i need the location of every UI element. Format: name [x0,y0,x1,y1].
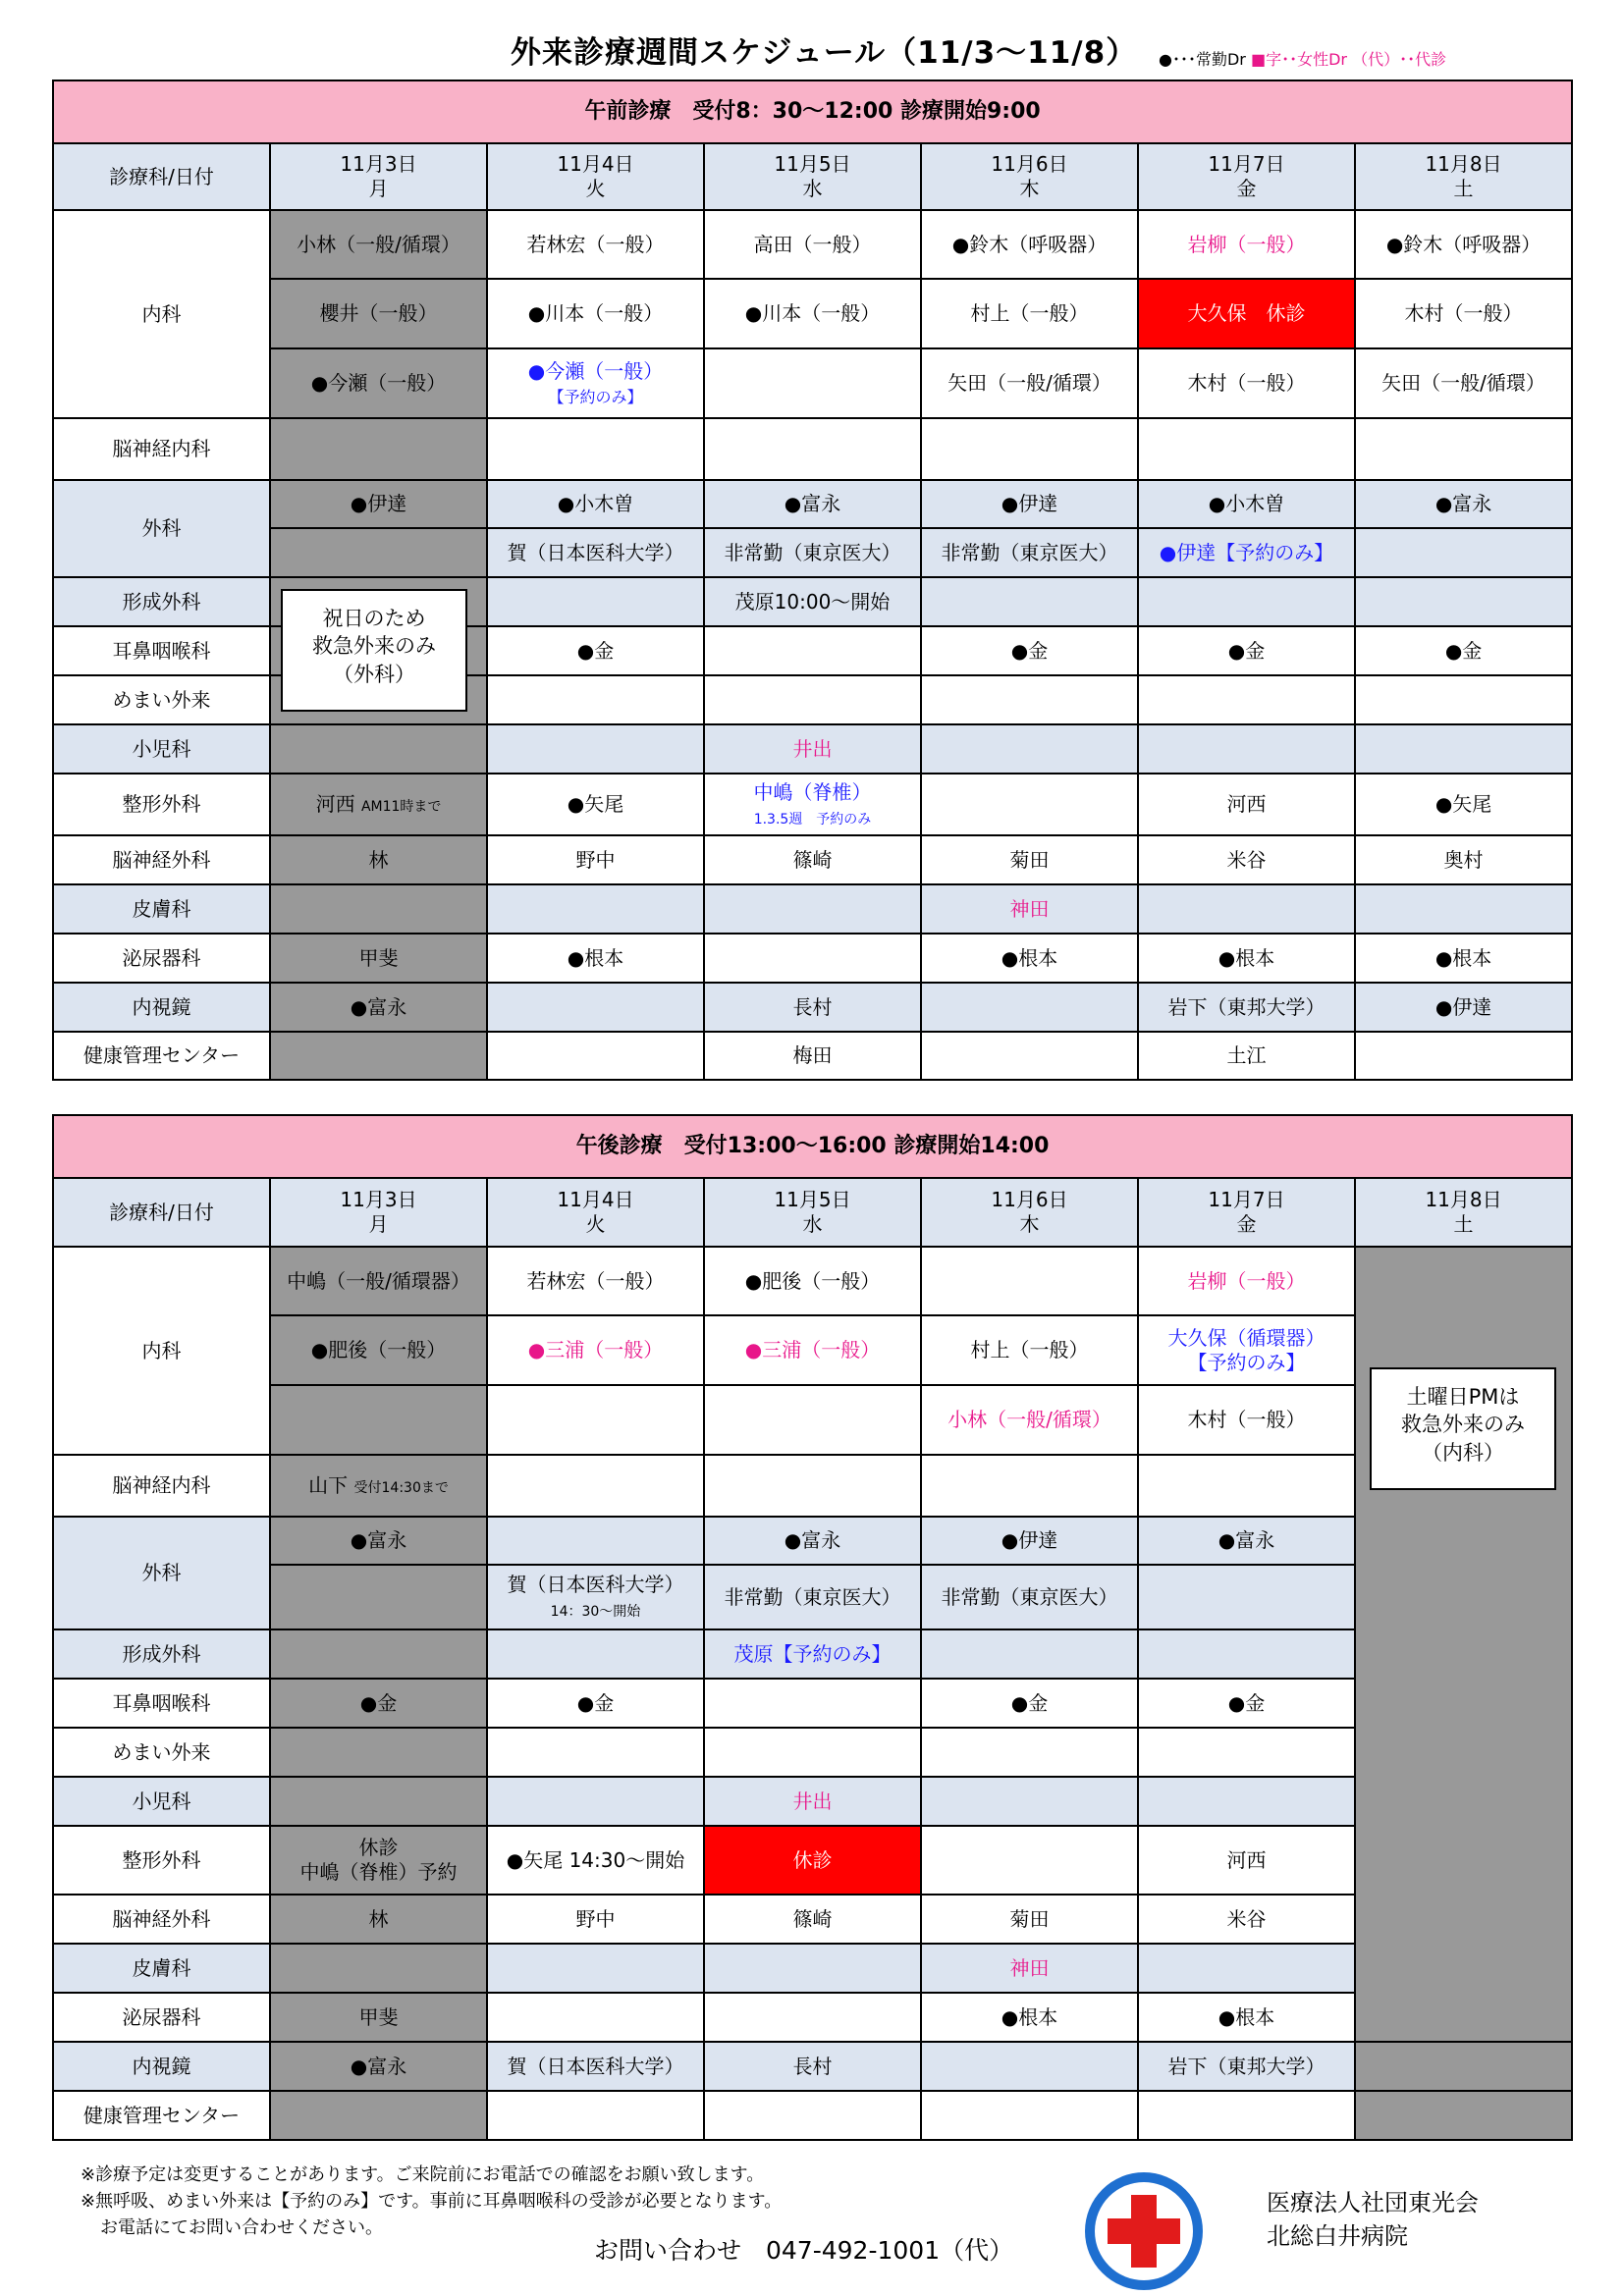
cell [270,884,487,934]
cell: 長村 [704,983,921,1032]
pm-banner: 午後診療 受付13:00〜16:00 診療開始14:00 [53,1115,1572,1178]
cell: 木村（一般） [1138,1385,1355,1455]
cell [270,1728,487,1777]
date-header-tue: 11月4日 火 [487,143,704,210]
cell: 茂原10:00〜開始 [704,577,921,626]
cell [1138,1629,1355,1679]
cell: ●川本（一般） [704,279,921,348]
cell [487,2091,704,2140]
date-header-mon: 11月3日 月 [270,1178,487,1247]
cell: 河西 AM11時まで [270,774,487,835]
cell: ●金 [1355,626,1572,675]
cell: 米谷 [1138,1895,1355,1944]
cell: ●富永 [704,480,921,528]
cell [487,675,704,724]
legend-substitute: （代）･･代診 [1352,50,1447,69]
dept-noushinkei-naika: 脳神経内科 [53,418,270,480]
cell: ●鈴木（呼吸器） [1355,210,1572,279]
cell: ●金 [1138,1679,1355,1728]
cell: 小林（一般/循環） [921,1385,1138,1455]
cell [1355,2042,1572,2091]
cell: 神田 [921,1944,1138,1993]
cell [487,1032,704,1080]
date-header-fri: 11月7日 金 [1138,1178,1355,1247]
cell: ●金 [487,1679,704,1728]
cell: ●三浦（一般） [704,1315,921,1385]
dept-naika: 内科 [53,1247,270,1455]
date-header-sat: 11月8日 土 [1355,143,1572,210]
cell: ●伊達【予約のみ】 [1138,528,1355,577]
legend [1159,47,1446,70]
dept-shoni: 小児科 [53,724,270,774]
cell [487,884,704,934]
dept-date-header: 診療科/日付 [53,1178,270,1247]
cell [487,1517,704,1565]
cell: 非常勤（東京医大） [921,528,1138,577]
cell: 村上（一般） [921,1315,1138,1385]
saturday-closed-column [1355,1247,1572,2042]
cell: ●富永 [270,1517,487,1565]
cell: ●富永 [270,983,487,1032]
cell [1138,884,1355,934]
cell [487,1777,704,1826]
cell: 菊田 [921,1895,1138,1944]
footer-notes [81,2162,782,2241]
cell [1355,2091,1572,2140]
date-header-fri: 11月7日 金 [1138,143,1355,210]
dept-shoni: 小児科 [53,1777,270,1826]
cell [487,983,704,1032]
hospital-name [1267,2187,1479,2253]
cell [1138,724,1355,774]
dept-geka: 外科 [53,1517,270,1629]
cell: 若林宏（一般） [487,1247,704,1315]
cell: ●金 [921,626,1138,675]
cell [270,724,487,774]
am-banner: 午前診療 受付8：30〜12:00 診療開始9:00 [53,80,1572,143]
dept-date-header: 診療科/日付 [53,143,270,210]
date-header-thu: 11月6日 木 [921,143,1138,210]
cell: 賀（日本医科大学） [487,528,704,577]
closed-alert-cell: 休診 [704,1826,921,1895]
cell [921,1629,1138,1679]
cell [1138,1565,1355,1629]
hospital-title: 北総白井病院 [1267,2221,1408,2250]
dept-jibi: 耳鼻咽喉科 [53,1679,270,1728]
cell [704,934,921,983]
date-header-wed: 11月5日 水 [704,143,921,210]
cell [270,2091,487,2140]
cell [921,983,1138,1032]
cell: ●今瀬（一般） [270,348,487,418]
cell [270,1777,487,1826]
cell: ●金 [270,1679,487,1728]
date-header-sat: 11月8日 土 [1355,1178,1572,1247]
cell [487,1385,704,1455]
cell [487,577,704,626]
cell: ●金 [921,1679,1138,1728]
org-name: 医療法人社団東光会 [1267,2189,1479,2216]
cell: ●伊達 [1355,983,1572,1032]
cell [1138,577,1355,626]
cell: ●小木曽 [1138,480,1355,528]
cell: 山下 受付14:30まで [270,1455,487,1517]
cell: 岩下（東邦大学） [1138,983,1355,1032]
closed-alert-cell: 大久保 休診 [1138,279,1355,348]
dept-noushinkei-naika: 脳神経内科 [53,1455,270,1517]
dept-naika: 内科 [53,210,270,418]
cell: 岩柳（一般） [1138,210,1355,279]
cell [487,1455,704,1517]
cell: ●矢尾 14:30〜開始 [487,1826,704,1895]
cell [487,1993,704,2042]
cell: 奥村 [1355,835,1572,884]
dept-seikei: 整形外科 [53,774,270,835]
cell: 中嶋（脊椎） 1.3.5週 予約のみ [704,774,921,835]
cell [704,1944,921,1993]
cell: 非常勤（東京医大） [704,1565,921,1629]
cell [1355,1032,1572,1080]
cell: 木村（一般） [1355,279,1572,348]
cell: 若林宏（一般） [487,210,704,279]
cell [921,418,1138,480]
cell: 米谷 [1138,835,1355,884]
cell: ●矢尾 [1355,774,1572,835]
date-header-wed: 11月5日 水 [704,1178,921,1247]
cell [704,1455,921,1517]
cell [270,1944,487,1993]
cell: ●富永 [1355,480,1572,528]
cell [921,1455,1138,1517]
cell: 林 [270,835,487,884]
dept-kenko: 健康管理センター [53,1032,270,1080]
cell [270,528,487,577]
cell: 大久保（循環器） 【予約のみ】 [1138,1315,1355,1385]
cell [921,1247,1138,1315]
cell [704,1993,921,2042]
cell: 休診 中嶋（脊椎）予約 [270,1826,487,1895]
legend-female: ■字･･女性Dr [1250,50,1347,69]
cell: 茂原【予約のみ】 [704,1629,921,1679]
cell: 櫻井（一般） [270,279,487,348]
footer-note-3: お電話にてお問い合わせください。 [100,2217,383,2238]
cell [921,2091,1138,2140]
footer-note-1: ※診療予定は変更することがあります。ご来院前にお電話での確認をお願い致します。 [81,2164,765,2185]
cell: 篠崎 [704,835,921,884]
page-title: 外来診療週間スケジュール（11/3〜11/8） [511,35,1138,71]
cell [921,2042,1138,2091]
dept-hinyo: 泌尿器科 [53,934,270,983]
cell [921,1826,1138,1895]
pm-schedule-table [52,1114,1573,2141]
cell: 甲斐 [270,1993,487,2042]
cell [1138,1728,1355,1777]
cell [704,675,921,724]
dept-jibi: 耳鼻咽喉科 [53,626,270,675]
cell [921,774,1138,835]
cell: 神田 [921,884,1138,934]
cell [704,418,921,480]
cell: 賀（日本医科大学） 14：30〜開始 [487,1565,704,1629]
cell [1138,2091,1355,2140]
cell: 井出 [704,1777,921,1826]
cell: ●金 [1138,626,1355,675]
cell [270,1629,487,1679]
cell: ●金 [487,626,704,675]
cell: 非常勤（東京医大） [921,1565,1138,1629]
cell [487,418,704,480]
cell [921,1777,1138,1826]
cell: 野中 [487,1895,704,1944]
dept-hinyo: 泌尿器科 [53,1993,270,2042]
cell [1355,528,1572,577]
cell [487,724,704,774]
dept-naishikyo: 内視鏡 [53,2042,270,2091]
am-schedule-table [52,80,1573,1081]
cell: ●今瀬（一般） 【予約のみ】 [487,348,704,418]
cell: ●富永 [270,2042,487,2091]
cell: 木村（一般） [1138,348,1355,418]
cell: ●伊達 [921,1517,1138,1565]
dept-hifu: 皮膚科 [53,1944,270,1993]
dept-hifu: 皮膚科 [53,884,270,934]
cell: 河西 [1138,774,1355,835]
cell [1138,1944,1355,1993]
cell [487,1629,704,1679]
date-header-thu: 11月6日 木 [921,1178,1138,1247]
cell [270,1385,487,1455]
legend-regular: ●･･･常勤Dr [1159,50,1246,69]
cell [1138,675,1355,724]
cell [487,1944,704,1993]
cell: ●小木曽 [487,480,704,528]
cell: ●伊達 [921,480,1138,528]
holiday-note: 祝日のため 救急外来のみ （外科） [281,589,467,712]
cell: ●根本 [1355,934,1572,983]
cell: 長村 [704,2042,921,2091]
cell: ●鈴木（呼吸器） [921,210,1138,279]
cell [704,884,921,934]
cell: ●矢尾 [487,774,704,835]
cell: 岩下（東邦大学） [1138,2042,1355,2091]
cell: 村上（一般） [921,279,1138,348]
cell: ●根本 [921,1993,1138,2042]
date-header-mon: 11月3日 月 [270,143,487,210]
cell: 矢田（一般/循環） [1355,348,1572,418]
cell: 梅田 [704,1032,921,1080]
cell [1138,418,1355,480]
cell [921,675,1138,724]
cell: ●根本 [921,934,1138,983]
cell [921,1728,1138,1777]
cell: ●根本 [487,934,704,983]
cell [1138,1455,1355,1517]
cell: ●三浦（一般） [487,1315,704,1385]
cell: 岩柳（一般） [1138,1247,1355,1315]
cell [704,1679,921,1728]
cell [921,1032,1138,1080]
cell: ●伊達 [270,480,487,528]
cell [704,626,921,675]
cell: 土江 [1138,1032,1355,1080]
cell: 篠崎 [704,1895,921,1944]
cell [704,1728,921,1777]
cell: ●富永 [1138,1517,1355,1565]
dept-keisei: 形成外科 [53,1629,270,1679]
saturday-pm-note: 土曜日PMは 救急外来のみ （内科） [1370,1367,1556,1490]
cell [270,418,487,480]
cell: ●川本（一般） [487,279,704,348]
cell: 甲斐 [270,934,487,983]
cell: ●富永 [704,1517,921,1565]
dept-kenko: 健康管理センター [53,2091,270,2140]
cell: 非常勤（東京医大） [704,528,921,577]
cell: ●肥後（一般） [270,1315,487,1385]
dept-memai: めまい外来 [53,1728,270,1777]
cell: ●肥後（一般） [704,1247,921,1315]
cell: 小林（一般/循環） [270,210,487,279]
cell: ●根本 [1138,934,1355,983]
cell: 林 [270,1895,487,1944]
cell [1138,1777,1355,1826]
cell [1355,675,1572,724]
dept-naishikyo: 内視鏡 [53,983,270,1032]
cell: 河西 [1138,1826,1355,1895]
cell [921,724,1138,774]
hospital-logo-icon [1080,2167,1208,2295]
cell [1355,418,1572,480]
cell [921,577,1138,626]
cell [704,1385,921,1455]
cell: 矢田（一般/循環） [921,348,1138,418]
dept-noushinkei-geka: 脳神経外科 [53,1895,270,1944]
cell [1355,884,1572,934]
cell: 賀（日本医科大学） [487,2042,704,2091]
contact-phone: お問い合わせ 047-492-1001（代） [594,2236,1014,2265]
cell [270,1032,487,1080]
cell: ●根本 [1138,1993,1355,2042]
dept-memai: めまい外来 [53,675,270,724]
dept-noushinkei-geka: 脳神経外科 [53,835,270,884]
footer-note-2: ※無呼吸、めまい外来は【予約のみ】です。事前に耳鼻咽喉科の受診が必要となります。 [81,2191,783,2212]
dept-seikei: 整形外科 [53,1826,270,1895]
cell [487,1728,704,1777]
cell [270,1565,487,1629]
date-header-tue: 11月4日 火 [487,1178,704,1247]
cell: 井出 [704,724,921,774]
cell: 野中 [487,835,704,884]
cell [704,2091,921,2140]
dept-keisei: 形成外科 [53,577,270,626]
cell: 中嶋（一般/循環器） [270,1247,487,1315]
cell [704,348,921,418]
cell [1355,577,1572,626]
dept-geka: 外科 [53,480,270,577]
cell [1355,724,1572,774]
cell: 菊田 [921,835,1138,884]
cell: 高田（一般） [704,210,921,279]
